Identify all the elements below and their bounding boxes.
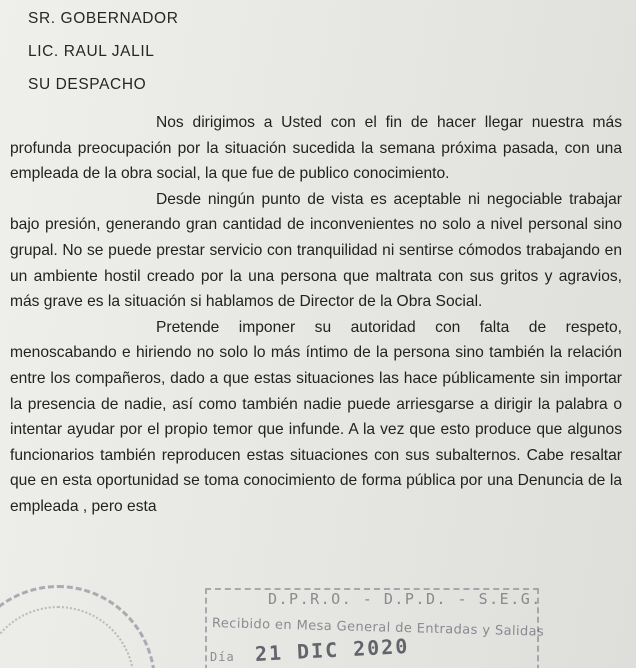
round-seal-inner-ring: [0, 606, 135, 668]
letter-body: [10, 110, 622, 520]
stamp-office: D.P.R.O. - D.P.D. - S.E.G.: [268, 590, 542, 608]
recipient-title: SR. GOBERNADOR: [28, 10, 179, 27]
round-seal-stamp: [0, 585, 156, 668]
paragraph-1: Nos dirigimos a Usted con el fin de hacer llegar nuestra más profunda preocupación por la situación sucedida la semana próxima pasada, con una empleada de la obra social, la que fue de publico conocimiento.: [10, 114, 622, 183]
stamp-received-text: Recibido en Mesa General de Entradas y Salidas: [211, 616, 545, 640]
stamp-date: 21 DIC 2020: [254, 633, 410, 666]
paragraph-3: Pretende imponer su autoridad con falta de respeto, menoscabando e hiriendo no solo lo más íntimo de la persona sino también la relación entre los compañeros, dado a que estas situaciones las hace públicamente sin importar la presencia de nadie, así como también nadie puede arriesgarse a dirigir la palabra o intentar ayudar por el propio temor que infunde. A la vez que esto produce que algunos funcionarios también reproducen estas situaciones con sus subalternos. Cabe resaltar que en esta oportunidad se toma conocimiento de forma pública por una Denuncia de la empleada , pero esta: [10, 318, 622, 515]
recipient-office: SU DESPACHO: [28, 76, 147, 93]
paragraph-2: Desde ningún punto de vista es aceptable ni negociable trabajar bajo presión, generando gran cantidad de inconvenientes no solo a nivel personal sino grupal. No se puede prestar servicio con tranquilidad ni sentirse cómodos trabajando en un ambiente hostil creado por la una persona que maltrata con sus gritos y agravios, más grave es la situación si hablamos de Director de la Obra Social.: [10, 190, 622, 311]
stamp-day-label: Día: [210, 650, 235, 664]
recipient-name: LIC. RAUL JALIL: [28, 43, 155, 60]
